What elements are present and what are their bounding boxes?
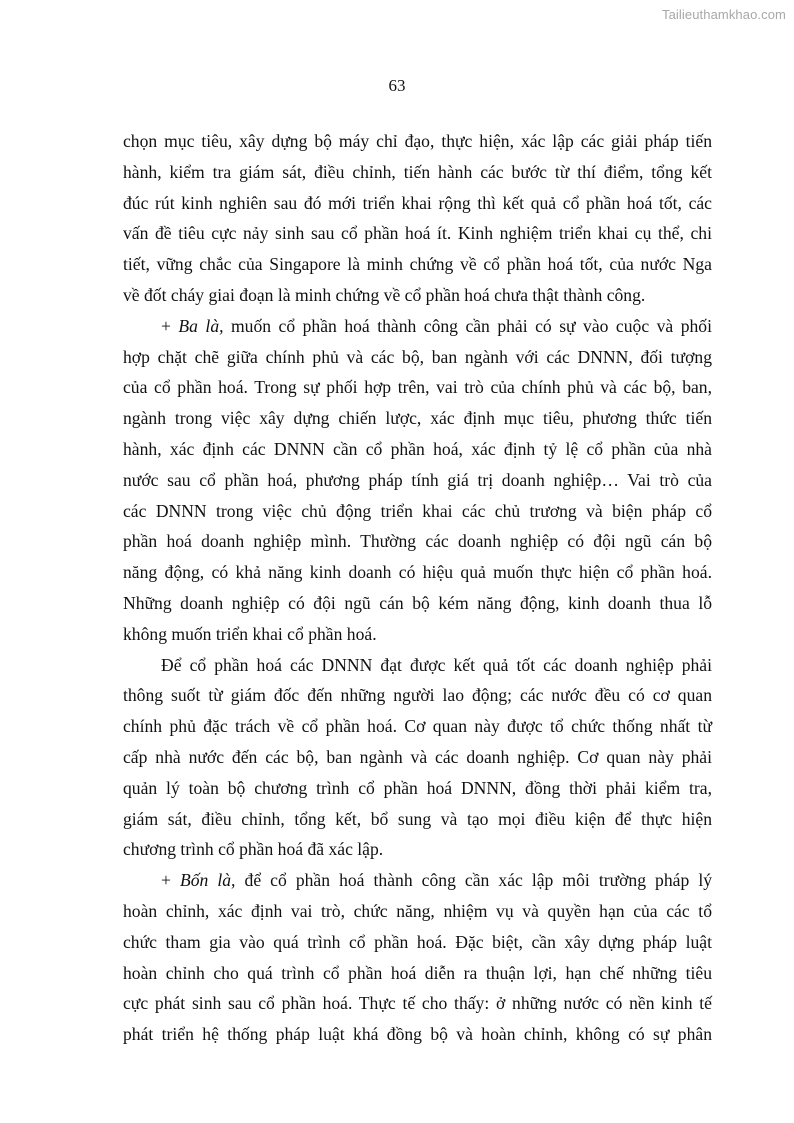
paragraph-lead: Ba là, (178, 315, 224, 336)
text-line: chức tham gia vào quá trình cổ phần hoá. Đặc biệt, cần xây dựng pháp luật (123, 931, 712, 952)
text-line-first (123, 311, 712, 342)
text-line: hoàn chỉnh, xác định vai trò, chức năng, nhiệm vụ và quyền hạn của các tổ (123, 900, 712, 921)
text-line: không muốn triển khai cổ phần hoá. (123, 623, 377, 644)
text-line: hành, kiểm tra giám sát, điều chỉnh, tiến hành các bước từ thí điểm, tổng kết (123, 161, 712, 182)
text-line: ngành trong việc xây dựng chiến lược, xác định mục tiêu, phương thức tiến (123, 408, 712, 429)
paragraph-2 (123, 311, 712, 650)
text-line: vấn đề tiêu cực nảy sinh sau cổ phần hoá ít. Kinh nghiệm triển khai cụ thể, chi (123, 223, 712, 244)
text-line: chọn mục tiêu, xây dựng bộ máy chỉ đạo, thực hiện, xác lập các giải pháp tiến (123, 131, 712, 151)
text-run: muốn cổ phần hoá thành công cần phải có sự vào cuộc và phối (223, 315, 712, 336)
text-run: để cổ phần hoá thành công cần xác lập môi trường pháp lý (235, 870, 712, 891)
text-line: hành, xác định các DNNN cần cổ phần hoá, xác định tỷ lệ cổ phần của nhà (123, 438, 712, 459)
paragraph-4 (123, 865, 712, 1050)
text-line: chính phủ đặc trách về cổ phần hoá. Cơ quan này được tổ chức thống nhất từ (123, 716, 712, 737)
paragraph-lead: Bốn là, (179, 870, 236, 891)
text-line: của cổ phần hoá. Trong sự phối hợp trên, vai trò của chính phủ và các bộ, ban, (123, 377, 712, 398)
text-line: đúc rút kinh nghiên sau đó mới triển khai rộng thì kết quả cổ phần hoá tốt, các (123, 192, 712, 213)
text-line: Những doanh nghiệp có đội ngũ cán bộ kém năng động, kinh doanh thua lỗ (123, 592, 712, 613)
body-text (123, 126, 712, 1050)
bullet-prefix: + (161, 870, 180, 891)
text-line-first (123, 865, 712, 896)
text-line: cực phát sinh sau cổ phần hoá. Thực tế cho thấy: ở những nước có nền kinh tế (123, 993, 712, 1014)
text-line: về đốt cháy giai đoạn là minh chứng về cổ phần hoá chưa thật thành công. (123, 284, 646, 305)
paragraph-1 (123, 126, 712, 311)
text-line-first: Để cổ phần hoá các DNNN đạt được kết quả tốt các doanh nghiệp phải (161, 654, 712, 675)
text-line: các DNNN trong việc chủ động triển khai các chủ trương và biện pháp cổ (123, 500, 712, 521)
paragraph-3 (123, 650, 712, 866)
bullet-prefix: + (161, 315, 179, 336)
text-line: nước sau cổ phần hoá, phương pháp tính giá trị doanh nghiệp… Vai trò của (123, 469, 712, 490)
text-line: phần hoá doanh nghiệp mình. Thường các doanh nghiệp có đội ngũ cán bộ (123, 531, 712, 552)
text-line: cấp nhà nước đến các bộ, ban ngành và các doanh nghiệp. Cơ quan này phải (123, 746, 712, 767)
text-line: tiết, vững chắc của Singapore là minh chứng về cổ phần hoá tốt, của nước Nga (123, 254, 712, 275)
text-line: phát triển hệ thống pháp luật khá đồng bộ và hoàn chỉnh, không có sự phân (123, 1024, 712, 1045)
text-line: thông suốt từ giám đốc đến những người lao động; các nước đều có cơ quan (123, 685, 712, 706)
text-line: quản lý toàn bộ chương trình cổ phần hoá DNNN, đồng thời phải kiểm tra, (123, 777, 712, 798)
text-line: hợp chặt chẽ giữa chính phủ và các bộ, ban ngành với các DNNN, đối tượng (123, 346, 712, 367)
page-number: 63 (388, 76, 406, 95)
text-line: năng động, có khả năng kinh doanh có hiệu quả muốn thực hiện cổ phần hoá. (123, 562, 712, 583)
text-line: giám sát, điều chỉnh, tổng kết, bổ sung và tạo mọi điều kiện để thực hiện (123, 808, 712, 829)
watermark: Tailieuthamkhao.com (661, 7, 786, 22)
text-line: hoàn chỉnh cho quá trình cổ phần hoá diễn ra thuận lợi, hạn chế những tiêu (123, 962, 712, 983)
text-line: chương trình cổ phần hoá đã xác lập. (123, 839, 384, 860)
